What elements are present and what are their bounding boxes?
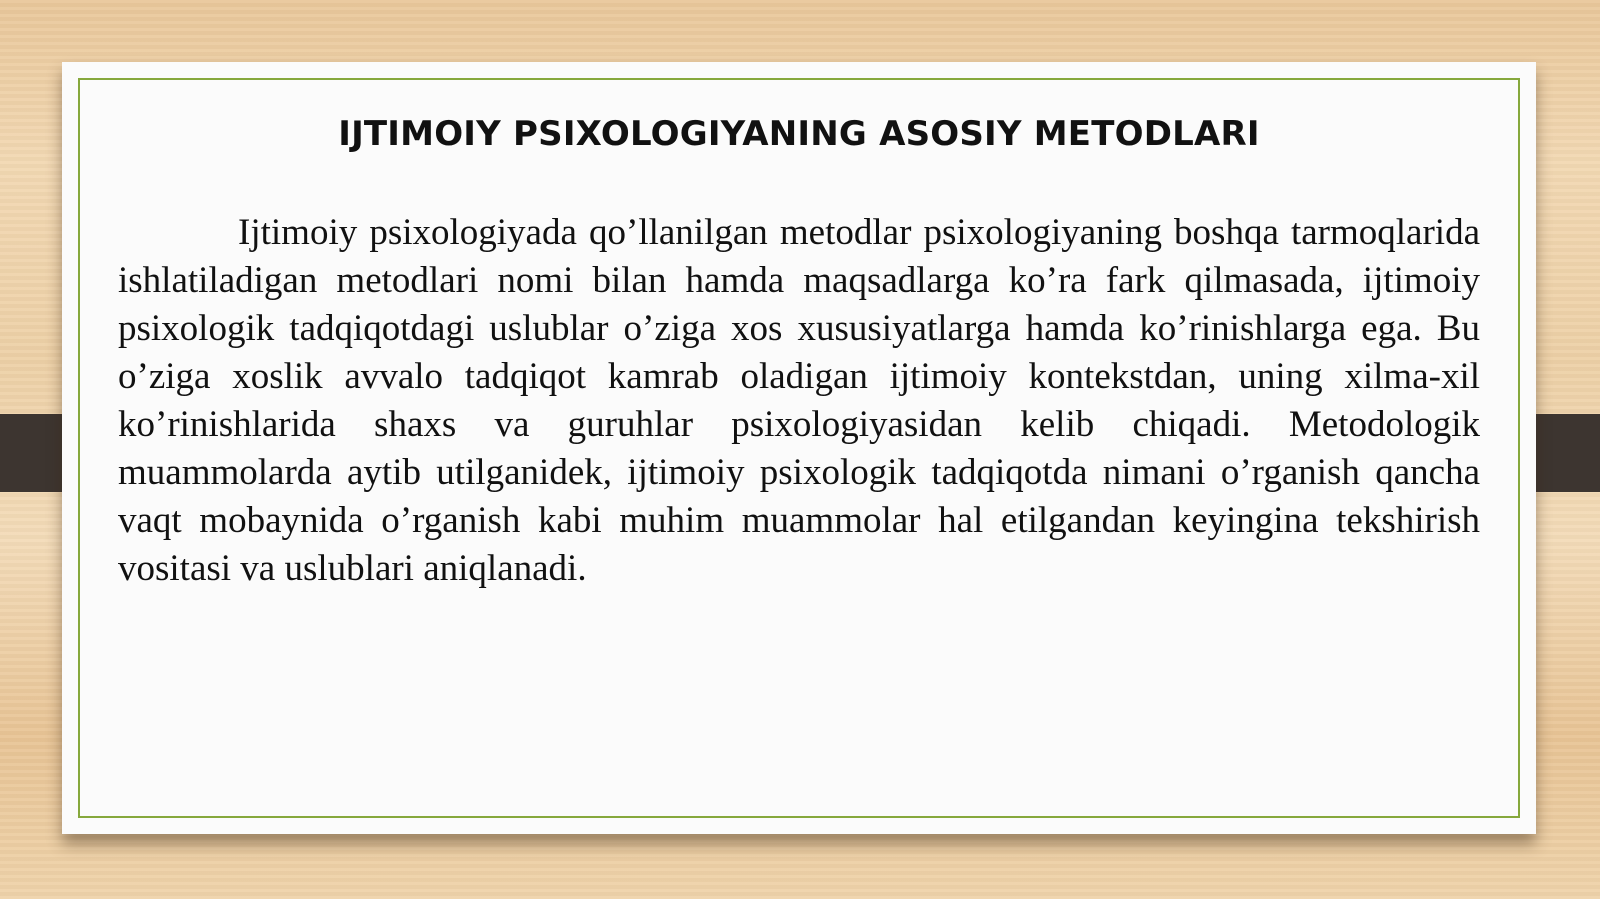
slide-title: IJTIMOIY PSIXOLOGIYANING ASOSIY METODLARI	[338, 114, 1260, 154]
slide-body-paragraph: Ijtimoiy psixologiyada qo’llanilgan metodlar psixologiyaning boshqa tarmoqlarida ishlatiladigan metodlari nomi bilan hamda maqsadlarga ko’ra fark qilmasada, ijtimoiy psixologik tadqiqotdagi uslublar o’ziga xos xususiyatlarga hamda ko’rinishlarga ega. Bu o’ziga xoslik avvalo tadqiqot kamrab oladigan ijtimoiy kontekstdan, uning xilma-xil ko’rinishlarida shaxs va guruhlar psixologiyasidan kelib chiqadi. Metodologik muammolarda aytib utilganidek, ijtimoiy psixologik tadqiqotda nimani o’rganish qancha vaqt mobaynida o’rganish kabi muhim muammolar hal etilgandan keyingina tekshirish vositasi va uslublari aniqlanadi.	[118, 212, 1480, 589]
slide-card	[62, 62, 1536, 834]
